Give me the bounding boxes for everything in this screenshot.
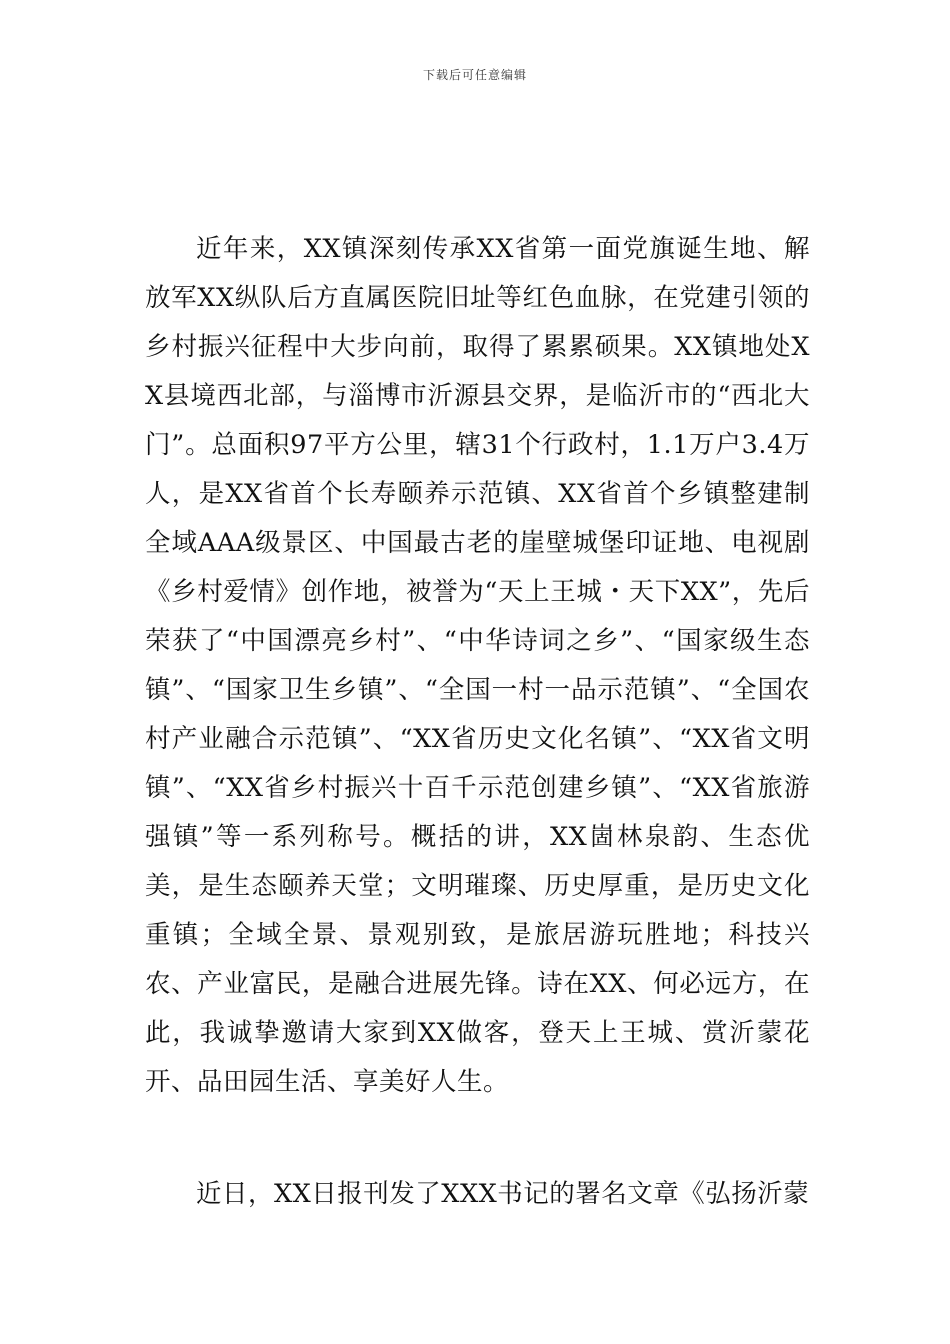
document-paragraph-1: 近年来，XX镇深刻传承XX省第一面党旗诞生地、解放军XX纵队后方直属医院旧址等红色血脉，在党建引领的乡村振兴征程中大步向前，取得了累累硕果。XX镇地处XX县境西北部，与淄博市沂源县交界，是临沂市的“西北大门”。总面积97平方公里，辖31个行政村，1.1万户3.4万人，是XX省首个长寿颐养示范镇、XX省首个乡镇整建制全域AAA级景区、中国最古老的崖壁城堡印证地、电视剧《乡村爱情》创作地，被誉为“天上王城・天下XX”，先后荣获了“中国漂亮乡村”、“中华诗词之乡”、“国家级生态镇”、“国家卫生乡镇”、“全国一村一品示范镇”、“全国农村产业融合示范镇”、“XX省历史文化名镇”、“XX省文明镇”、“XX省乡村振兴十百千示范创建乡镇”、“XX省旅游强镇”等一系列称号。概括的讲，XX崮林泉韵、生态优美，是生态颐养天堂；文明璀璨、历史厚重，是历史文化重镇；全域全景、景观别致，是旅居游玩胜地；科技兴农、产业富民，是融合进展先锋。诗在XX、何必远方，在此，我诚挚邀请大家到XX做客，登天上王城、赏沂蒙花开、品田园生活、享美好人生。 bbox=[145, 234, 810, 1097]
header-note: 下载后可任意编辑 bbox=[422, 68, 527, 82]
document-paragraph-2: 近日，XX日报刊发了XXX书记的署名文章《弘扬沂蒙 bbox=[196, 1179, 810, 1209]
